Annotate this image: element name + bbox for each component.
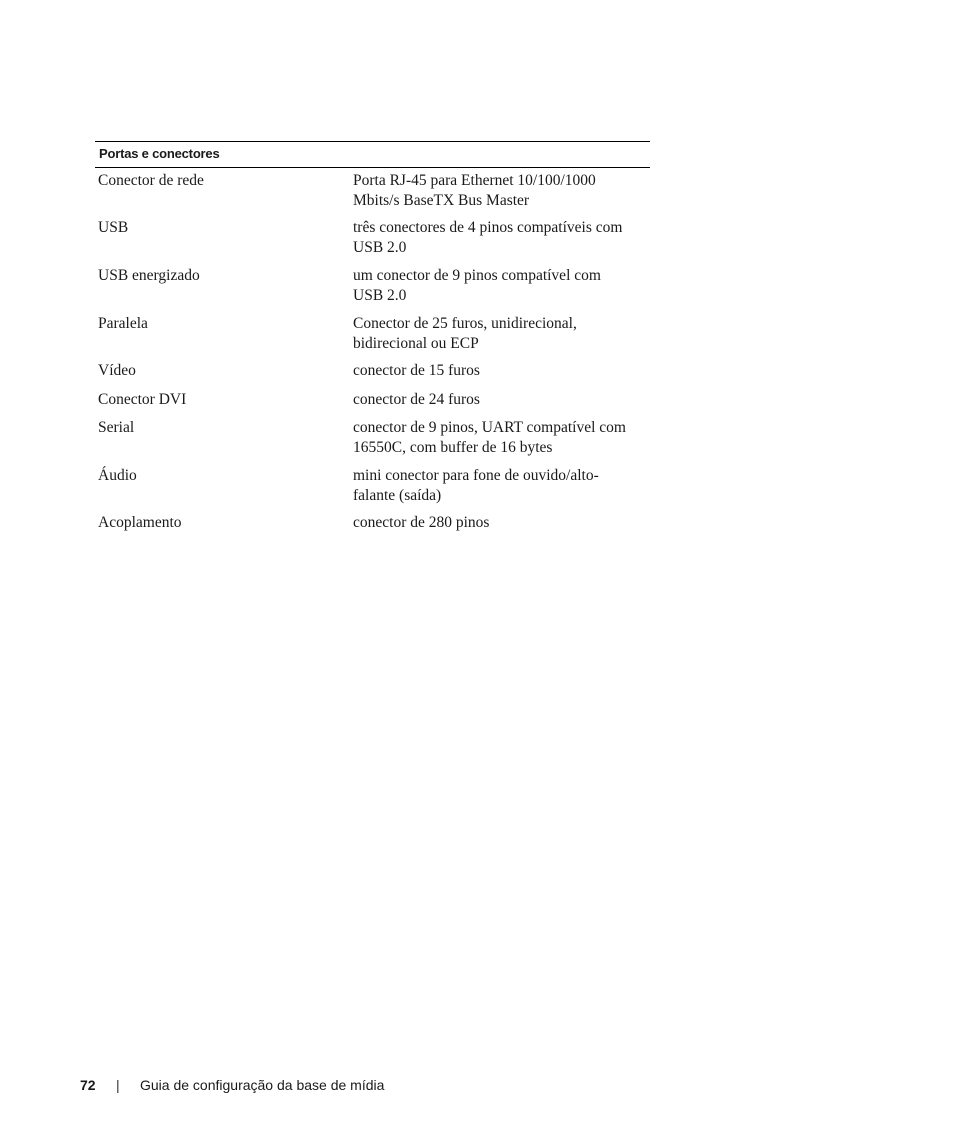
row-value <box>353 466 650 505</box>
row-value-line: 16550C, com buffer de 16 bytes <box>353 438 553 456</box>
row-value <box>353 513 650 533</box>
table-heading: Portas e conectores <box>95 141 650 168</box>
row-value-line: conector de 15 furos <box>353 362 480 379</box>
row-value <box>353 361 650 381</box>
row-value <box>353 218 650 257</box>
row-label: Conector DVI <box>98 391 187 408</box>
row-value-line: USB 2.0 <box>353 238 407 256</box>
row-label: USB <box>98 219 129 236</box>
row-value-line: um conector de 9 pinos compatível com <box>353 267 601 284</box>
row-label: Acoplamento <box>98 514 182 531</box>
row-value-line: Conector de 25 furos, unidirecional, <box>353 315 577 332</box>
row-value-line: USB 2.0 <box>353 286 407 304</box>
row-label: USB energizado <box>98 267 200 284</box>
document-title: Guia de configuração da base de mídia <box>140 1077 385 1093</box>
row-value-line: mini conector para fone de ouvido/alto- <box>353 467 599 484</box>
row-value-line: conector de 9 pinos, UART compatível com <box>353 419 626 436</box>
row-value <box>353 171 650 210</box>
row-value-line: bidirecional ou ECP <box>353 334 479 352</box>
row-value-line: conector de 24 furos <box>353 391 480 408</box>
row-value-line: falante (saída) <box>353 486 442 504</box>
row-value <box>353 390 650 410</box>
row-label: Vídeo <box>98 362 136 379</box>
row-value-line: Porta RJ-45 para Ethernet 10/100/1000 <box>353 172 596 189</box>
page-number: 72 <box>80 1077 96 1093</box>
row-value <box>353 314 650 353</box>
row-label: Conector de rede <box>98 172 204 189</box>
row-value <box>353 266 650 305</box>
row-label: Serial <box>98 419 135 436</box>
footer-separator: | <box>116 1077 120 1093</box>
row-value <box>353 418 650 457</box>
ports-connectors-table <box>95 141 650 531</box>
row-value-line: Mbits/s BaseTX Bus Master <box>353 191 530 209</box>
row-value-line: três conectores de 4 pinos compatíveis com <box>353 219 623 236</box>
row-value-line: conector de 280 pinos <box>353 514 490 531</box>
row-label: Áudio <box>98 467 137 484</box>
row-label: Paralela <box>98 315 148 332</box>
